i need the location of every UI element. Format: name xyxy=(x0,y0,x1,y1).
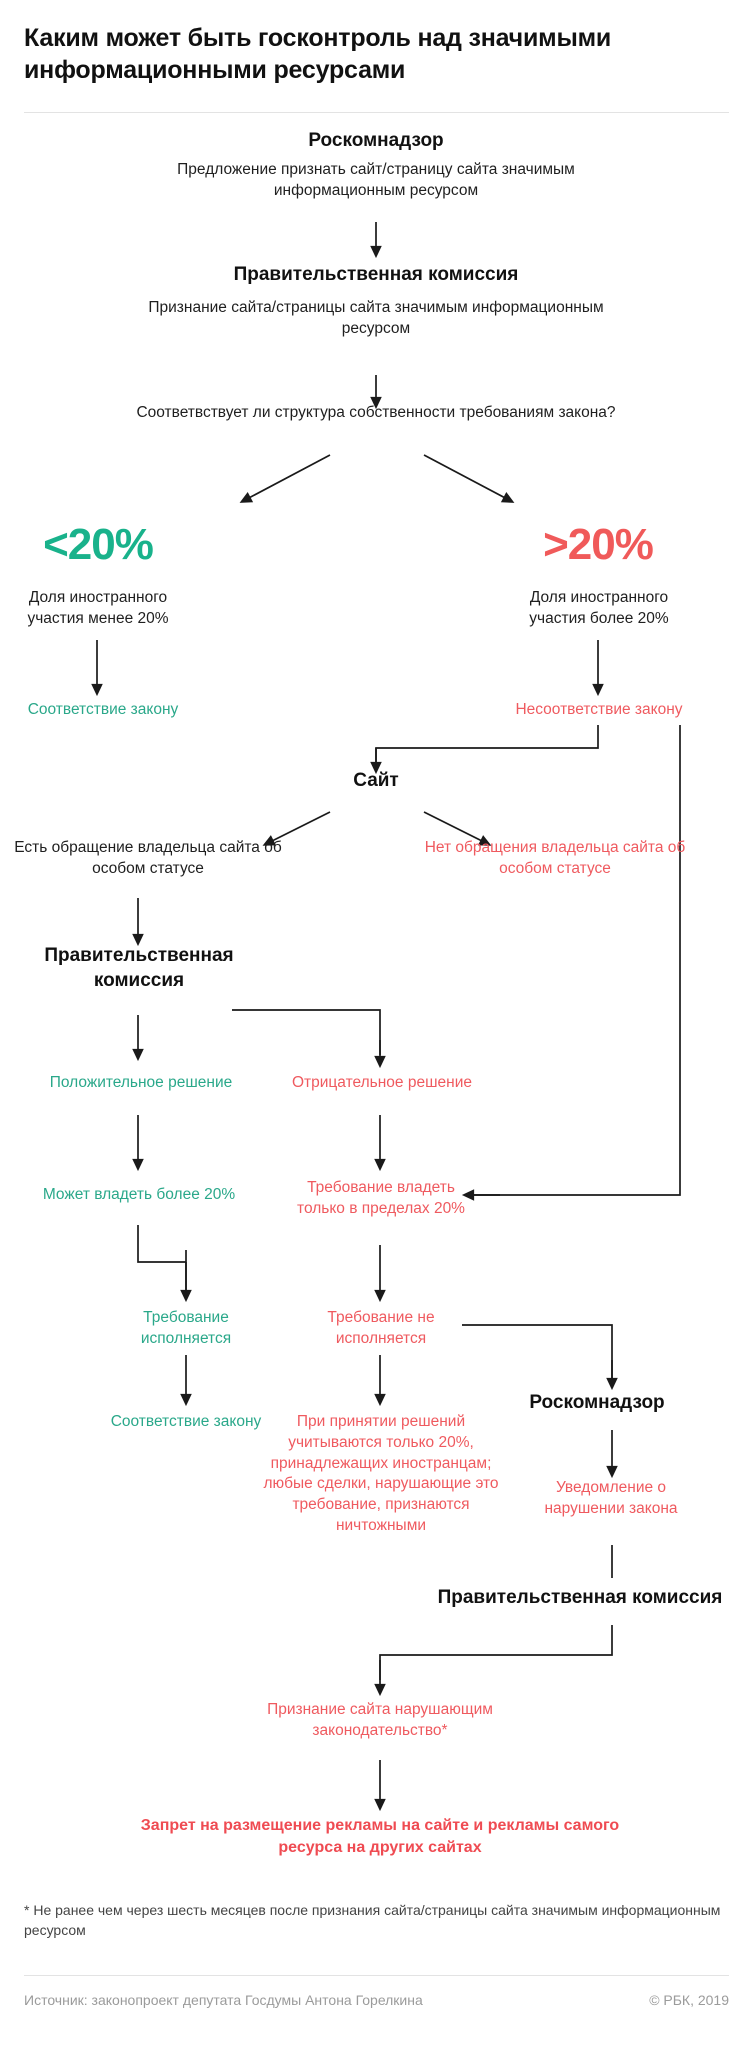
source-label: Источник: законопроект депутата Госдумы Антона Горелкина xyxy=(24,1992,423,2008)
node-gov-1-text: Признание сайта/страницы сайта значимым информационным ресурсом xyxy=(148,299,604,337)
node-may-own-more-20: Может владеть более 20% xyxy=(42,1186,236,1203)
node-less-20-percent: <20% xyxy=(43,520,153,569)
node-law-violation: Признание сайта нарушающим законодательство* xyxy=(267,1701,493,1739)
node-rkn-2: Роскомнадзор xyxy=(529,1392,665,1413)
node-positive-decision: Положительное решение xyxy=(49,1074,233,1091)
node-violation-notice: Уведомление о нарушении закона xyxy=(544,1479,678,1517)
node-compliance: Соответствие закону xyxy=(27,701,179,718)
node-more-20-percent: >20% xyxy=(543,520,653,569)
node-gov-1: Правительственная комиссия xyxy=(233,264,519,285)
node-gov-3: Правительственная комиссия xyxy=(437,1587,723,1608)
node-rkn-1-text: Предложение признать сайт/страницу сайта значимым информационным ресурсом xyxy=(177,161,575,199)
footer-divider xyxy=(24,1975,729,1976)
node-noncompliance: Несоответствие закону xyxy=(515,701,683,718)
node-rkn-1: Роскомнадзор xyxy=(308,130,444,151)
node-less-20-text: Доля иностранного участия менее 20% xyxy=(27,589,169,627)
page-title: Каким может быть госконтроль над значимыми информационными ресурсами xyxy=(24,24,612,84)
node-site: Сайт xyxy=(353,770,399,791)
node-appeal-no: Нет обращения владельца сайта об особом статусе xyxy=(424,839,686,877)
node-gov-2: Правительственная комиссия xyxy=(44,945,234,992)
node-requirement-not-met: Требование не исполняется xyxy=(327,1309,435,1347)
title-divider xyxy=(24,112,729,113)
node-require-within-20: Требование владеть только в пределах 20% xyxy=(297,1179,465,1217)
node-appeal-yes: Есть обращение владельца сайта об особом статусе xyxy=(14,839,282,877)
node-compliance-2: Соответствие закону xyxy=(110,1413,262,1430)
footnote: * Не ранее чем через шесть месяцев после признания сайта/страницы сайта значимым информационным ресурсом xyxy=(24,1902,721,1939)
node-requirement-met: Требование исполняется xyxy=(140,1309,232,1347)
copyright-label: © РБК, 2019 xyxy=(649,1992,729,2008)
node-decisions-note: При принятии решений учитываются только 20%, принадлежащих иностранцам; любые сделки, нарушающие это требование, признаются ничтожными xyxy=(263,1413,499,1534)
node-ownership-question: Соответвствует ли структура собственности требованиям закона? xyxy=(136,404,616,421)
node-more-20-text: Доля иностранного участия более 20% xyxy=(529,589,669,627)
node-negative-decision: Отрицательное решение xyxy=(292,1074,472,1091)
node-ad-ban: Запрет на размещение рекламы на сайте и рекламы самого ресурса на других сайтах xyxy=(140,1817,620,1857)
